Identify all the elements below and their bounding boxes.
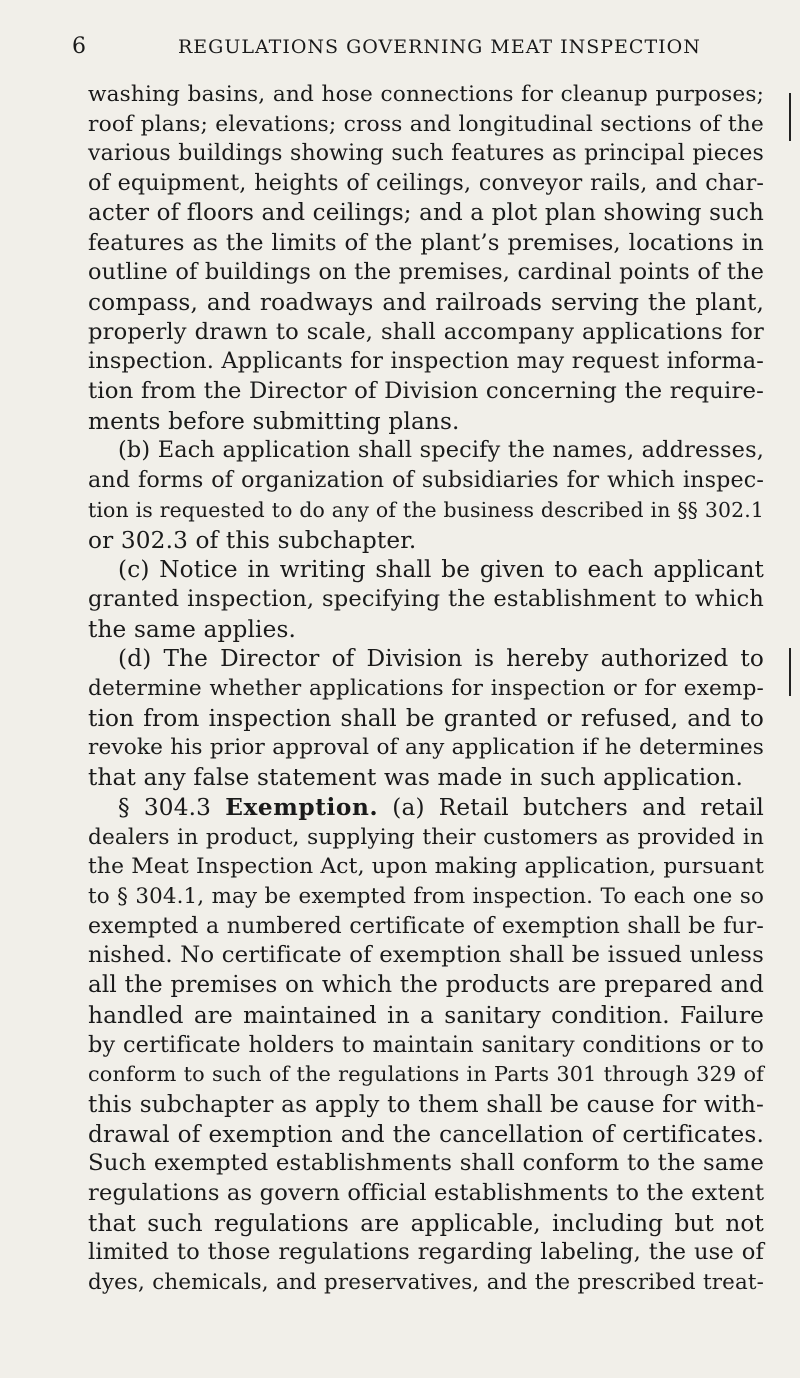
text-line: regulations as govern official establishments to the extent xyxy=(88,1180,765,1207)
text-line: determine whether applications for inspection or for exemp- xyxy=(88,676,764,702)
body-text xyxy=(88,80,764,1298)
text-line: dyes, chemicals, and preservatives, and the prescribed treat- xyxy=(88,1270,764,1296)
text-line: (d) The Director of Division is hereby authorized to xyxy=(118,645,764,673)
margin-mark xyxy=(789,648,791,696)
section-number: § 304.3 xyxy=(118,793,226,821)
text-line: the Meat Inspection Act, upon making application, pursuant xyxy=(88,854,764,880)
text-line: this subchapter as apply to them shall be cause for with- xyxy=(88,1090,764,1118)
text-line: to § 304.1, may be exempted from inspection. To each one so xyxy=(88,883,764,909)
text-line: that such regulations are applicable, including but not xyxy=(88,1209,764,1237)
text-line: various buildings showing such features as principal pieces xyxy=(88,141,764,167)
running-title: REGULATIONS GOVERNING MEAT INSPECTION xyxy=(178,36,701,58)
text-line: (c) Notice in writing shall be given to each applicant xyxy=(118,556,764,584)
text-line: of equipment, heights of ceilings, conveyor rails, and char- xyxy=(88,170,764,197)
text-line: granted inspection, specifying the establishment to which xyxy=(88,585,764,612)
text-line: tion from the Director of Division concerning the require- xyxy=(88,378,764,405)
text-line: roof plans; elevations; cross and longitudinal sections of the xyxy=(88,111,764,137)
text-line: tion from inspection shall be granted or refused, and to xyxy=(88,704,764,732)
text-line: that any false statement was made in such application. xyxy=(88,764,744,792)
text-line: compass, and roadways and railroads serving the plant, xyxy=(88,288,764,316)
text-line: washing basins, and hose connections for cleanup purposes; xyxy=(88,82,764,107)
text-line: (b) Each application shall specify the names, addresses, xyxy=(118,437,764,464)
text-line: dealers in product, supplying their customers as provided in xyxy=(88,824,764,850)
text-line: nished. No certificate of exemption shall be issued unless xyxy=(88,942,764,969)
text-line: or 302.3 of this subchapter. xyxy=(88,526,417,554)
text-line: and forms of organization of subsidiaries for which inspec- xyxy=(88,467,764,494)
text-line: Such exempted establishments shall conform to the same xyxy=(88,1150,764,1177)
margin-mark xyxy=(789,93,791,141)
text-line: drawal of exemption and the cancellation of certificates. xyxy=(88,1120,764,1148)
text-line: outline of buildings on the premises, cardinal points of the xyxy=(88,259,764,286)
text-line: inspection. Applicants for inspection may request informa- xyxy=(88,348,764,375)
text-line: limited to those regulations regarding labeling, the use of xyxy=(88,1239,764,1266)
text-line: conform to such of the regulations in Parts 301 through 329 of xyxy=(88,1062,764,1087)
text-line: tion is requested to do any of the business described in §§ 302.1 xyxy=(88,497,764,522)
text-line: properly drawn to scale, shall accompany applications for xyxy=(88,318,764,345)
text-line: handled are maintained in a sanitary condition. Failure xyxy=(88,1001,764,1029)
text-line: exempted a numbered certificate of exemption shall be fur- xyxy=(88,913,764,939)
text-line: the same applies. xyxy=(88,615,297,643)
text-line: features as the limits of the plant’s premises, locations in xyxy=(88,229,764,256)
text-line: all the premises on which the products are prepared and xyxy=(88,972,764,999)
text-line: acter of floors and ceilings; and a plot plan showing such xyxy=(88,199,764,226)
text-line: revoke his prior approval of any application if he determines xyxy=(88,735,764,761)
section-text: (a) Retail butchers and retail xyxy=(378,793,764,821)
page-number: 6 xyxy=(72,34,87,59)
text-line: by certificate holders to maintain sanitary conditions or to xyxy=(88,1031,764,1058)
text-line xyxy=(88,793,764,823)
text-line: ments before submitting plans. xyxy=(88,407,460,435)
section-heading: Exemption. xyxy=(225,793,379,821)
